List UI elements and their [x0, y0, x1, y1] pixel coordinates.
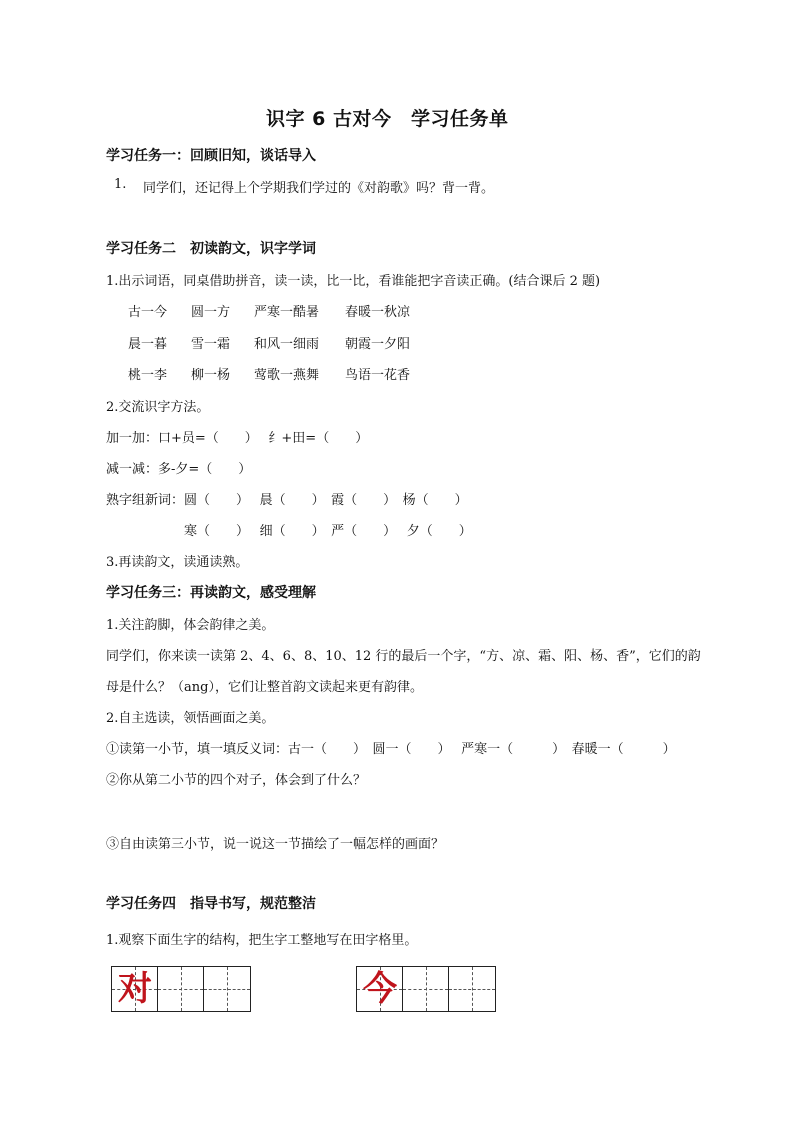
- question-three: ③自由读第三小节，说一说这一节描绘了一幅怎样的画面？: [106, 837, 445, 852]
- question-two: ②你从第二小节的四个对子，体会到了什么？: [106, 773, 367, 788]
- reread-instruction: 3.再读韵文，读通读熟。: [106, 555, 249, 570]
- word-pair: 严寒一酷暑: [254, 305, 320, 320]
- word-pair: 雪一霜: [191, 337, 231, 352]
- tianzige-cell[interactable]: [449, 967, 495, 1011]
- word-group-line-1: 熟字组新词：圆（ ） 晨（ ） 霞（ ） 杨（ ）: [106, 493, 468, 508]
- tianzige-cell[interactable]: [357, 967, 403, 1011]
- tianzige-cell[interactable]: [204, 967, 250, 1011]
- word-pair: 朝霞一夕阳: [345, 337, 411, 352]
- word-group-line-2: 寒（ ） 细（ ） 严（ ） 夕（ ）: [184, 524, 472, 539]
- task1-heading: 学习任务一：回顾旧知，谈话导入: [106, 148, 316, 164]
- add-exercise: 加一加：口+员=（ ） 纟+田=（ ）: [106, 431, 369, 446]
- subtract-exercise: 减一减：多-夕=（ ）: [106, 462, 252, 477]
- model-character: 今: [363, 969, 397, 1009]
- tianzige-cell[interactable]: [112, 967, 158, 1011]
- word-pair: 莺歌一燕舞: [254, 368, 320, 383]
- word-pair: 春暖一秋凉: [345, 305, 411, 320]
- word-pair: 和风一细雨: [254, 337, 320, 352]
- word-pair: 柳一杨: [191, 368, 231, 383]
- word-pair: 晨一暮: [128, 337, 168, 352]
- task1-item1-number: 1.: [114, 177, 127, 192]
- word-pair: 古一今: [128, 305, 168, 320]
- task3-item2: 2.自主选读，领悟画面之美。: [106, 711, 275, 726]
- word-pair: 桃一李: [128, 368, 168, 383]
- method-title: 2.交流识字方法。: [106, 400, 210, 415]
- task4-heading: 学习任务四 指导书写，规范整洁: [106, 896, 316, 912]
- tianzige-grid-jin[interactable]: [356, 966, 496, 1012]
- word-pair: 圆一方: [191, 305, 231, 320]
- model-character: 对: [118, 969, 152, 1009]
- tianzige-cell[interactable]: [403, 967, 449, 1011]
- task4-item1: 1.观察下面生字的结构，把生字工整地写在田字格里。: [106, 933, 418, 948]
- task1-item1-text: 同学们，还记得上个学期我们学过的《对韵歌》吗？背一背。: [143, 181, 495, 196]
- task3-heading: 学习任务三：再读韵文，感受理解: [106, 585, 316, 601]
- task2-heading: 学习任务二 初读韵文，识字学词: [106, 241, 316, 257]
- page-title: 识字 6 古对今 学习任务单: [266, 108, 509, 130]
- tianzige-cell[interactable]: [158, 967, 204, 1011]
- word-pair: 鸟语一花香: [345, 368, 411, 383]
- task2-instruction: 1.出示词语，同桌借助拼音，读一读，比一比，看谁能把字音读正确。(结合课后 2 题): [106, 274, 601, 289]
- tianzige-grid-dui[interactable]: [111, 966, 251, 1012]
- task3-paragraph-line-1: 同学们，你来读一读第 2、4、6、8、10、12 行的最后一个字，“方、凉、霜、阳、杨、香”，它们的韵: [106, 649, 701, 664]
- antonym-question: ①读第一小节，填一填反义词：古一（ ） 圆一（ ） 严寒一（ ） 春暖一（ ）: [106, 742, 676, 757]
- task3-item1: 1.关注韵脚，体会韵律之美。: [106, 618, 275, 633]
- task3-paragraph-line-2: 母是什么？（ang），它们让整首韵文读起来更有韵律。: [106, 680, 423, 695]
